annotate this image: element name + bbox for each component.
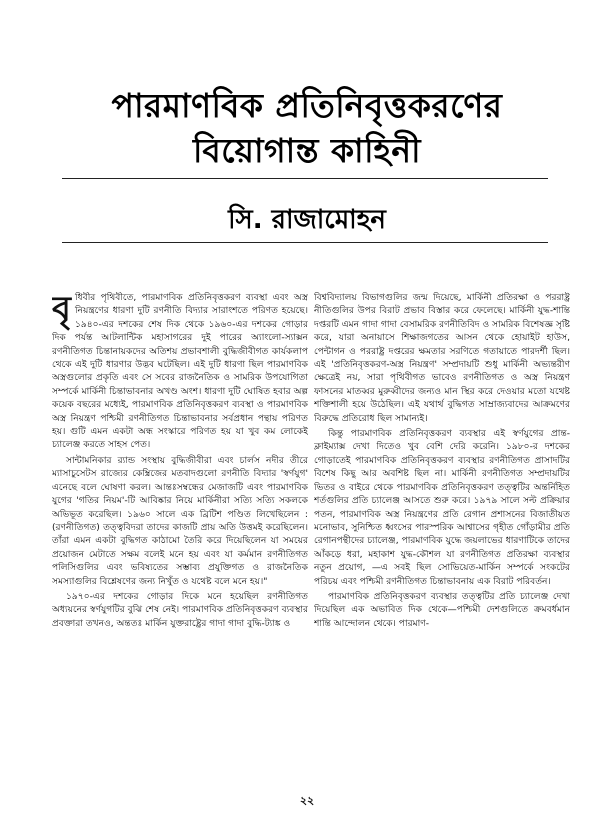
article-title-line-1: পারমাণবিক প্রতিনিবৃত্তকরণের <box>111 86 503 125</box>
paragraph-text: ধিবীর পৃথিবীতে, পারমাণবিক প্রতিনিবৃত্তকরণ ব্যবস্থা এবং অস্ত্র নিয়ন্ত্রণের ধারণা দুটি রণনীতি বিদ্যার সারাংশতে পরিণত হয়েছে। ১৯৪০-এর দশকের শেষ দিক থেকে ১৯৬০-এর দশকের গোড়ার দিক পর্যন্ত আটলান্টিক মহাসাগরের দুই পারের অ্যাংলো-স্যাক্সন রণনীতিগত চিন্তানায়কদের অতিশয় প্রভাবশালী বুদ্ধিজীবীগত কার্যকলাপ থেকে এই দুটি ধারণার উদ্ভব ঘটেছিল। এই দুটি ধারণা ছিল পারমাণবিক অস্ত্রগুলোর প্রকৃতি এবং সে সবের রাজনৈতিক ও সামরিক উপযোগিতা সম্পর্কে মার্কিনী চিন্তাভাবনার অখণ্ড অংশ। ধারণা দুটি ঘোষিত হবার অল্প কয়েক বছরের মধ্যেই, পারমাণবিক প্রতিনিবৃত্তকরণ ব্যবস্থা ও পারমাণবিক অস্ত্র নিয়ন্ত্রণ পশ্চিমী রণনীতিগত চিন্তাভাবনার সর্বপ্রধান পন্থায় পরিণত হয়। গুটি এমন একটা অন্ধ সংস্কারে পরিণত হয় যা খুব কম লোকেই চ্যালেঞ্জ করতে সাহস পেত। <box>52 293 308 451</box>
byline-divider <box>62 242 548 243</box>
paragraph: পারমাণবিক প্রতিনিবৃত্তকরণ ব্যবস্থার তত্ত্বটির প্রতি চ্যালেঞ্জ দেখা দিয়েছিল এক অভাবিত দিক থেকে—পশ্চিমী দেশগুলিতে ক্রমবর্ধমান শান্তি আন্দোলন থেকে। পারমাণ- <box>314 591 570 629</box>
article-title-line-2: বিয়োগান্ত কাহিনী <box>192 131 422 170</box>
author-byline: সি. রাজামোহন <box>228 205 386 235</box>
text-column-left <box>52 292 308 786</box>
paragraph: ১৯৭০-এর দশকের গোড়ার দিকে মনে হয়েছিল রণনীতিগত অধ্যয়নের স্বর্ণযুগটির বুঝি শেষ নেই। পারমাণবিক প্রতিনিবৃত্তকরণ ব্যবস্থার প্রবক্তারা তখনও, অন্ততঃ মার্কিন যুক্তরাষ্ট্রের গাদা গাদা বুদ্ধি-ট্যাঙ্ক ও <box>52 591 308 629</box>
paragraph <box>52 292 308 453</box>
drop-cap: বৃ <box>52 292 71 329</box>
text-column-right <box>314 292 570 786</box>
paragraph: সান্টামনিকার র‍্যান্ড সংস্থায় বুদ্ধিজীবীরা এবং চার্লস নদীর তীরে ম্যাসাচুসেটস রাজ্যের কেম্ব্রিজের মতবাদগুলো রণনীতি বিদ্যার 'স্বর্ণযুগ' এনেছে বলে ঘোষণা করল। আন্তঃসম্বন্ধের মেজাজটি এবং পারমাণবিক যুগের 'গতির নিয়ম'-টি আবিষ্কার নিয়ে মার্কিনীরা সত্যি সত্যি সকলকে অভিভূত করেছিল। ১৯৬০ সালে এক ব্রিটিশ পণ্ডিত লিখেছিলেন : (রণনীতিগত) তত্ত্ববিদরা তাদের কাজটি প্রায় অতি উত্তমই করেছিলেন। তাঁরা এমন একটা বুদ্ধিগত কাঠামো তৈরি করে দিয়েছিলেন যা সময়ের প্রয়োজন মেটাতে সক্ষম বলেই মনে হয় এবং যা কর্মমান রণনীতিগত পলিসিগুলির এবং ভবিষ্যতের সম্ভাব্য প্রযুক্তিগত ও রাজনৈতিক সমস্যাগুলির বিশ্লেষণের জন্য নিখুঁত ও যথেষ্ট বলে মনে হয়।" <box>52 455 308 587</box>
paragraph: কিন্তু পারমাণবিক প্রতিনিবৃত্তকরণ ব্যবস্থার এই স্বর্ণযুগের প্রান্ত-ক্লাইম্যাক্স দেখা দিতেও খুব বেশি দেরি করেনি। ১৯৮০-র দশকের গোড়াতেই পারমাণবিক প্রতিনিবৃত্তকরণ ব্যবস্থার রণনীতিগত প্রাসাদটির বিশেষ কিছু আর অবশিষ্ট ছিল না। মার্কিনী রণনীতিগত সম্প্রদায়টির ভিতর ও বাইরে থেকে পারমাণবিক প্রতিনিবৃত্তকরণ তত্ত্বটির অন্তর্নিহিত শর্তগুলির প্রতি চ্যালেঞ্জ আসতে শুরু করে। ১৯৭৯ সালে সল্ট প্রক্রিয়ার পতন, পারমাণবিক অস্ত্র নিয়ন্ত্রণের প্রতি রেগান প্রশাসনের বিজাতীয়ত মনোভাব, সুনিশ্চিত ধ্বংসের পারস্পরিক আশ্বাসের গৃহীত গোঁড়ামীর প্রতি রেগানপন্থীদের চ্যালেঞ্জ, পারমাণবিক যুদ্ধে জয়লাভের ধারণাটিকে তাদের আঁকড়ে ধরা, মহাকাশ যুদ্ধ-কৌশল যা রণনীতিগত প্রতিরক্ষা ব্যবস্থার নতুন প্রয়োগ, —এ সবই ছিল সোভিয়েত-মার্কিন সম্পর্কে সংকটের পরিচয় এবং পশ্চিমী রণনীতিগত চিন্তাভাবনায় এক বিরাট পরিবর্তন। <box>314 429 570 587</box>
title-underline <box>62 178 548 179</box>
page-number: ২২ <box>299 794 315 807</box>
paragraph: বিশ্ববিদ্যালয় বিভাগগুলির জন্ম দিয়েছে, মার্কিনী প্রতিরক্ষা ও পররাষ্ট্র নীতিগুলির উপর বিরাট প্রভাব বিস্তার করে ফেলেছে। মার্কিনী যুদ্ধ-শান্তি দপ্তরটি এমন গাদা গাদা বেসামরিক রণনীতিবিদ ও সামরিক বিশেষজ্ঞ সৃষ্টি করে, যারা অনায়াসে শিক্ষাজগতের আসন থেকে হোয়াইট হাউস, পেন্টাগন ও পররাষ্ট্র দপ্তরের ক্ষমতার সরণিতে গতায়াতে পারদর্শী ছিল। এই 'প্রতিনিবৃত্তকরণ-অস্ত্র নিয়ন্ত্রণ' সম্প্রদায়টি শুধু মার্কিনী অভ্যন্তরীণ ক্ষেত্রেই নয়, সারা পৃথিবীগত ভাবেও রণনীতিগত ও অস্ত্র নিয়ন্ত্রণ ফাসনের মাতব্বর মুরুব্বীদের জন্যও মান স্থির করে দেওয়ার মতো যথেষ্ট শক্তিশালী হয়ে উঠেছিল। এই যথার্থ বুদ্ধিগত সাম্রাজ্যবাদের আক্রমণের বিরুদ্ধে প্রতিরোধ ছিল সামান্যই। <box>314 293 570 424</box>
